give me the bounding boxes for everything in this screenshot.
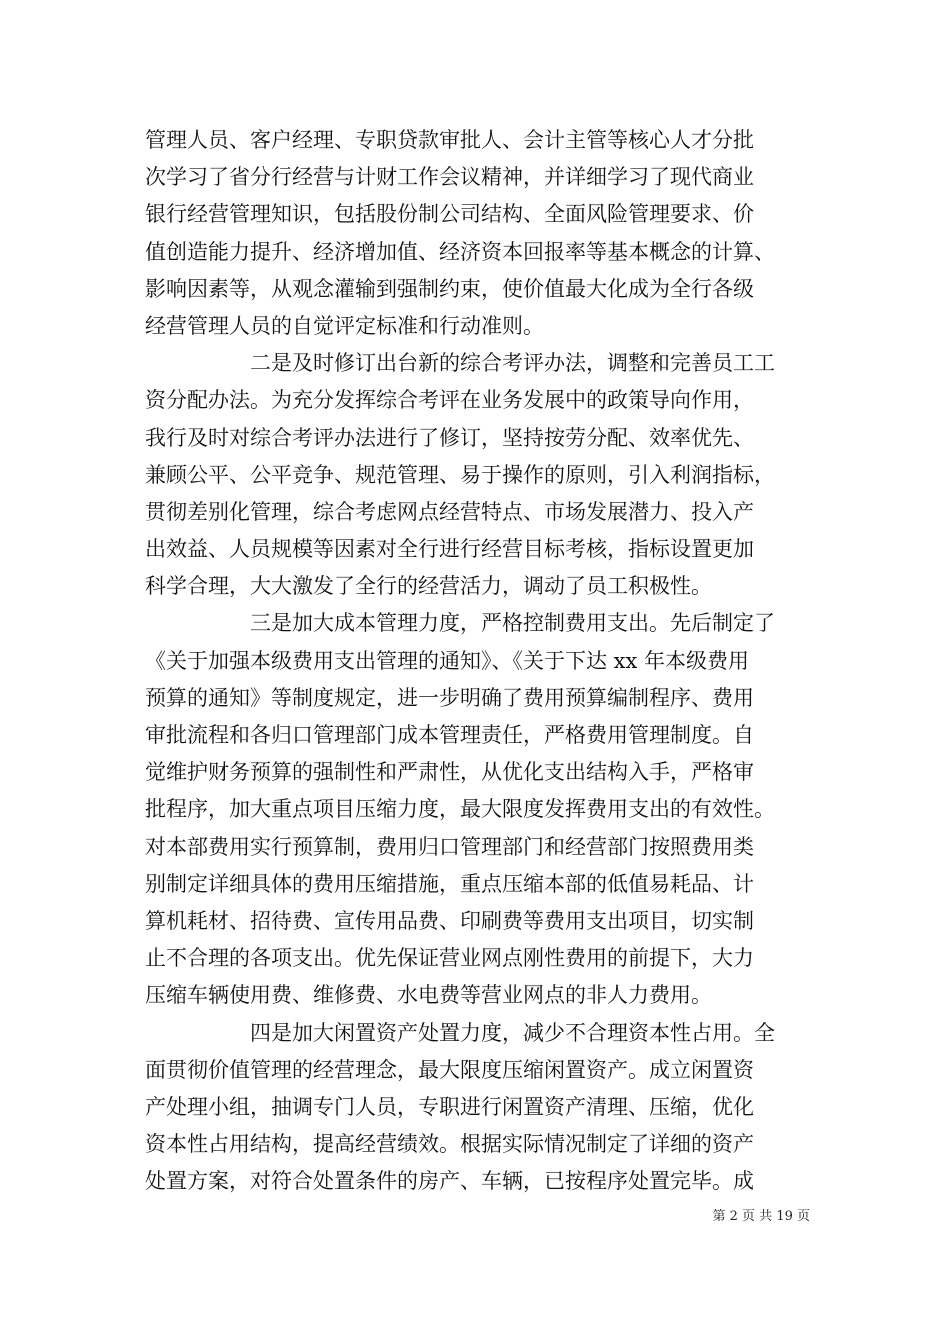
text-line: 产处理小组，抽调专门人员，专职进行闲置资产清理、压缩，优化 <box>145 1094 754 1119</box>
paragraph-start-line: 二是及时修订出台新的综合考评办法，调整和完善员工工 <box>145 351 775 376</box>
text-line: 科学合理，大大激发了全行的经营活力，调动了员工积极性。 <box>145 574 712 599</box>
text-line: 处置方案，对符合处置条件的房产、车辆，已按程序处置完毕。成 <box>145 1169 754 1194</box>
text-line: 经营管理人员的自觉评定标准和行动准则。 <box>145 313 544 338</box>
text-line: 管理人员、客户经理、专职贷款审批人、会计主管等核心人才分批 <box>145 128 754 152</box>
text-line: 贯彻差别化管理，综合考虑网点经营特点、市场发展潜力、投入产 <box>145 499 754 524</box>
text-line: 出效益、人员规模等因素对全行进行经营目标考核，指标设置更加 <box>145 537 754 562</box>
text-line: 值创造能力提升、经济增加值、经济资本回报率等基本概念的计算、 <box>145 239 775 264</box>
text-line: 觉维护财务预算的强制性和严肃性，从优化支出结构入手，严格审 <box>145 760 754 785</box>
text-line: 止不合理的各项支出。优先保证营业网点刚性费用的前提下，大力 <box>145 946 754 971</box>
text-line: 预算的通知》等制度规定，进一步明确了费用预算编制程序、费用 <box>145 685 754 710</box>
text-line: 批程序，加大重点项目压缩力度，最大限度发挥费用支出的有效性。 <box>145 797 775 822</box>
text-line: 《关于加强本级费用支出管理的通知》、《关于下达 xx 年本级费用 <box>145 648 750 673</box>
paragraph-start-line: 四是加大闲置资产处置力度，减少不合理资本性占用。全 <box>145 1020 775 1045</box>
text-line: 审批流程和各归口管理部门成本管理责任，严格费用管理制度。自 <box>145 723 754 747</box>
text-line: 银行经营管理知识，包括股份制公司结构、全面风险管理要求、价 <box>145 202 754 227</box>
text-line: 面贯彻价值管理的经营理念，最大限度压缩闲置资产。成立闲置资 <box>145 1057 754 1082</box>
page-number-footer: 第 2 页 共 19 页 <box>712 1209 810 1224</box>
text-line: 次学习了省分行经营与计财工作会议精神，并详细学习了现代商业 <box>145 165 754 190</box>
text-line: 对本部费用实行预算制，费用归口管理部门和经营部门按照费用类 <box>145 834 754 859</box>
text-line: 别制定详细具体的费用压缩措施，重点压缩本部的低值易耗品、计 <box>145 871 754 896</box>
text-line: 算机耗材、招待费、宣传用品费、印刷费等费用支出项目，切实制 <box>145 908 754 933</box>
text-line: 影响因素等，从观念灌输到强制约束，使价值最大化成为全行各级 <box>145 276 754 301</box>
body-text <box>145 122 810 1200</box>
text-line: 压缩车辆使用费、维修费、水电费等营业网点的非人力费用。 <box>145 983 712 1008</box>
text-line: 兼顾公平、公平竞争、规范管理、易于操作的原则，引入利润指标， <box>145 462 775 487</box>
text-line: 我行及时对综合考评办法进行了修订，坚持按劳分配、效率优先、 <box>145 425 754 450</box>
text-line: 资分配办法。为充分发挥综合考评在业务发展中的政策导向作用， <box>145 388 754 413</box>
paragraph-start-line: 三是加大成本管理力度，严格控制费用支出。先后制定了 <box>145 611 775 636</box>
text-line: 资本性占用结构，提高经营绩效。根据实际情况制定了详细的资产 <box>145 1132 754 1157</box>
